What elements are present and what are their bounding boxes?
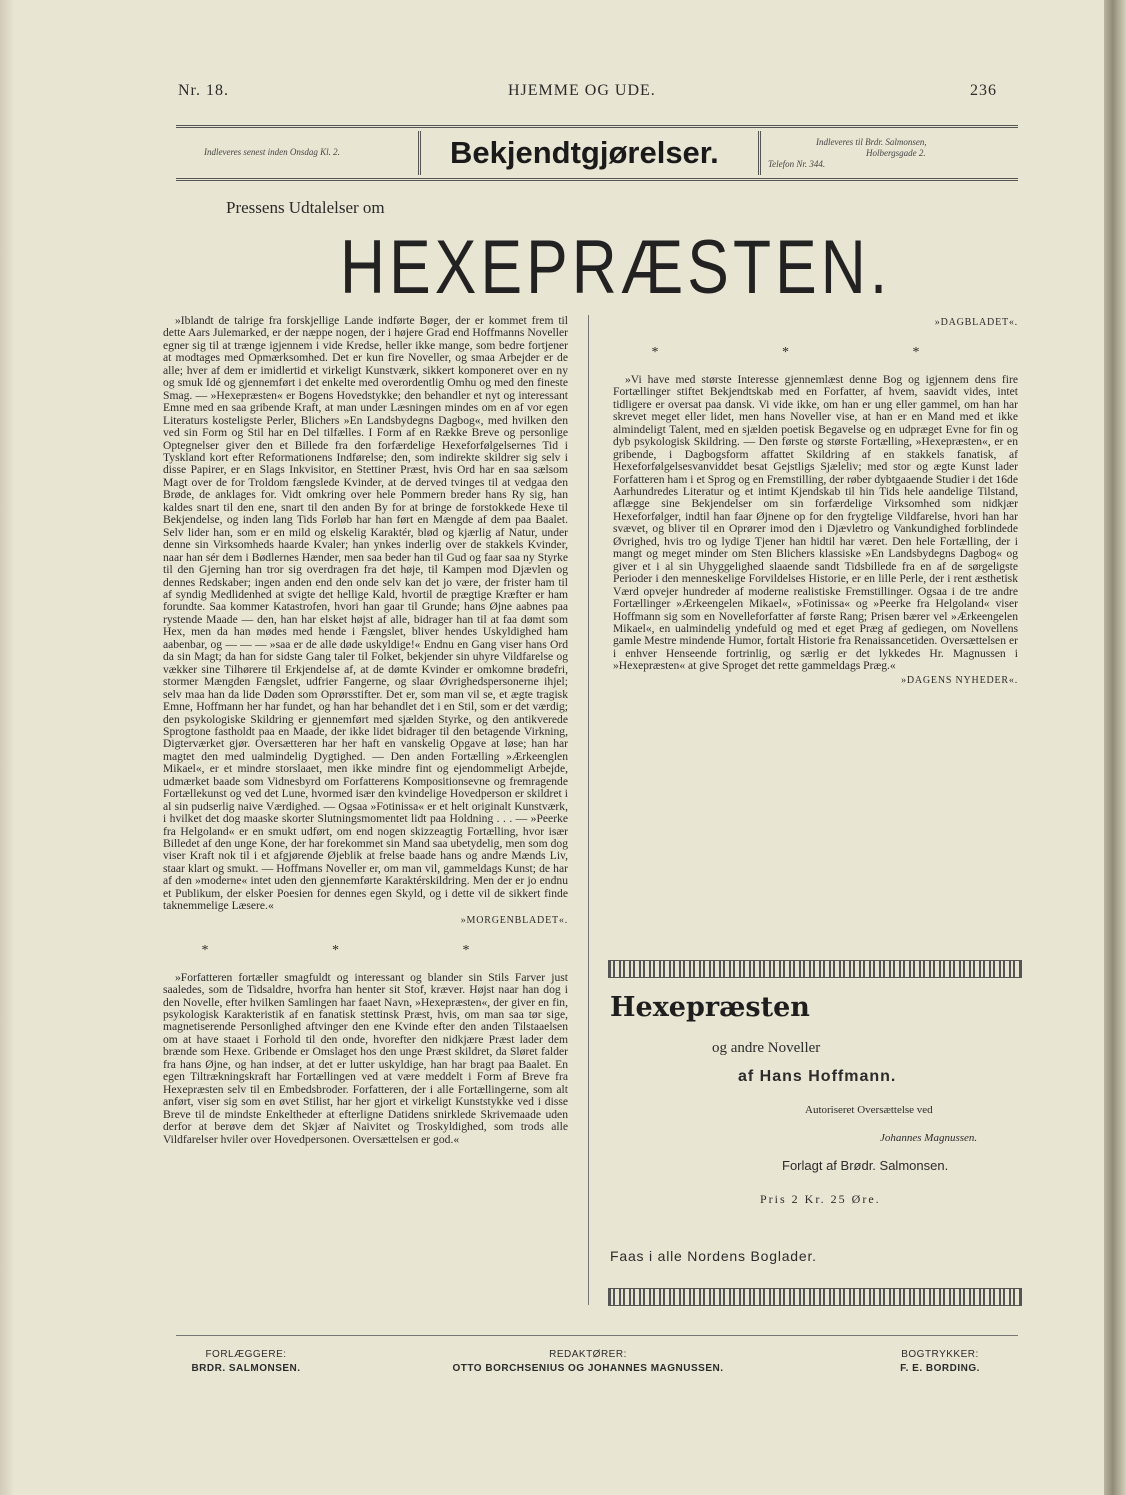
footer-publishers [176,1348,316,1376]
advert-translation: Autoriseret Oversættelse ved [805,1104,933,1116]
telephone: Telefon Nr. 344. [768,159,826,169]
journal-title: HJEMME OG UDE. [508,82,656,99]
delivery-address: Holbergsgade 2. [866,148,926,158]
footer-printer [870,1348,1010,1376]
signature-morgenbladet: »MORGENBLADET«. [460,914,568,926]
box-divider-left [418,131,421,175]
issue-number: Nr. 18. [178,82,229,99]
footer-editors [448,1348,728,1376]
box-divider-right [758,131,761,175]
advert-subtitle: og andre Noveller [712,1040,821,1056]
column-divider [588,315,589,1305]
headline: HEXEPRÆSTEN. [340,225,892,310]
printer-label: BOGTRYKKER: [901,1349,979,1360]
review-dagbladet: »Forfatteren fortæller smagfuldt og interessant og blander sin Stils Farver just saaledes, som de Tidsaldre, hvorfra han henter sit Stof, kræver. Højst naar han dog i den Novelle, efter hvilken Samlingen har faaet Navn, »Hexepræsten«, der giver en fin, psykologisk Karakteristik af en fanatisk stettinsk Præst, hvis, om man saa tør sige, magnetiserende Personlighed aftvinger den ene Kvinde efter den anden Tilstaaelsen om at have staaet i Forhold til den onde, hvorefter den nidkjære Præst lader dem brænde som Hexe. Gribende er Omslaget hos den unge Præst skildret, da Sløret falder fra hans Øjne, og han indser, at det er lutter uskyldige, han har bragt paa Baalet. En egen Tiltrækningskraft har Fortællingen ved at være meddelt i Form af Breve fra Hexepræsten selv til en Embedsbroder. Forfatteren, der i alle Fortællingerne, som alt anført, viser sig som en øvet Stilist, har her gjort et virkeligt Kunststykke ved i disse Breve til de mindste Enkeltheder at efterligne Datidens snirklede Skrivemaade uden derfor at berøve dem det Skjær af Naivitet og Troskyldighed, som trods alle Vildfarelser hviler over Hovedpersonen. Oversættelsen er god.« [163,970,568,1146]
right-column [613,315,1018,687]
advert-publisher: Forlagt af Brødr. Salmonsen. [782,1158,949,1173]
delivery-note: Indleveres til Brdr. Salmonsen, [816,137,927,147]
ornament-border-top [608,960,1022,978]
advert-translator: Johannes Magnussen. [880,1132,978,1144]
signature-dagbladet: »DAGBLADET«. [934,317,1018,328]
page-number: 236 [970,82,997,99]
advert-author: af Hans Hoffmann. [738,1068,897,1085]
printer-name: F. E. BORDING. [900,1363,980,1374]
footer-rule [176,1335,1018,1336]
book-binding [1104,0,1126,1495]
publishers-name: BRDR. SALMONSEN. [191,1363,301,1374]
notice-box [176,125,1018,181]
notices-title: Bekjendtgjørelser. [450,135,719,170]
advert-availability: Faas i alle Nordens Boglader. [610,1248,817,1264]
intro-line: Pressens Udtalelser om [226,198,385,217]
left-column [163,315,568,1146]
advert-price: Pris 2 Kr. 25 Øre. [760,1192,881,1206]
page-left-edge [0,0,14,1495]
ornament-border-bottom [608,1288,1022,1306]
separator-stars: * * * [201,943,530,959]
publishers-label: FORLÆGGERE: [205,1349,287,1360]
editors-names: OTTO BORCHSENIUS OG JOHANNES MAGNUSSEN. [452,1363,724,1374]
advert-title: Hexepræsten [610,992,810,1023]
deadline-note: Indleveres senest inden Onsdag Kl. 2. [204,147,340,157]
editors-label: REDAKTØRER: [549,1349,627,1360]
review-dagens-nyheder: »Vi have med største Interesse gjennemlæst denne Bog og igjennem dens fire Fortællinger stiftet Bekjendtskab med en Forfatter, af hvem, saavidt vides, intet tidligere er oversat paa dansk. Vi vide ikke, om han er ung eller gammel, om han har skrevet meget eller lidet, men hans Noveller vise, at han er en Mand med et ikke almindeligt Talent, med en sjælden poetisk Begavelse og en udpræget Evne for fin og dyb psykologisk Skildring. — Den første og største Fortælling, »Hexepræsten«, er en gribende, i Dagbogsform affattet Skildring af en stakkels fanatisk, af Hexeforfølgelsesvanviddet besat Gejstligs Sjæleliv; med stor og ægte Kunst lader Forfatteren ham i et Sprog og en Fremstilling, der røber dybtgaaende Studier i det 16de Aarhundredes Literatur og et intimt Kjendskab til hin Tids hele aandelige Tilstand, aflægge sine Bekjendelser om sin forfærdelige Virksomhed som nidkjær Hexeforfølger, indtil han faar Øjnene op for den frygtelige Vildfarelse, hvori han har svævet, og bliver til en Oprører imod den i Djævletro og Vankundighed forblindede Øvrighed, hvis tro og lydige Tjener han hidtil har været. Den hele Fortælling, der i mangt og meget minder om Sten Blichers klassiske »En Landsbydegns Dagbog« og giver et i al sin Uhyggelighed slaaende sandt Tidsbillede fra en af de sørgeligste Perioder i den menneskelige Forvildelses Historie, er en lille Perle, der i rent æsthetisk Værd opvejer hundreder af moderne realistiske Fremstillinger. Ogsaa i de tre andre Fortællinger »Ærkeengelen Mikael«, »Fotinissa« og »Peerke fra Helgoland« viser Hoffmann sig som en Novelleforfatter af første Rang; Prisen bærer vel »Ærkeengelen Mikael«, en ualmindelig yndefuld og med et eget Præg af gediegen, om Novellens gamle Mestre mindende Humor, fortalt Historie fra Renaissancetiden. Oversættelsen er i enhver Henseende fortrinlig, og særlig er det lykkedes Hr. Magnussen i »Hexepræsten« at give Sproget det rette gammeldags Præg.« [613,372,1018,673]
signature-dagens-nyheder: »DAGENS NYHEDER«. [901,674,1018,686]
separator-stars-2: * * * [651,345,980,361]
review-morgenbladet: »Iblandt de talrige fra forskjellige Lande indførte Bøger, der er kommet frem til dette Aars Julemarked, er der næppe nogen, der i højere Grad end Hoffmanns Noveller egner sig til at trænge igjennem i vide Kredse, heller ikke mange, som bedre fortjener at modtages med Opmærksomhed. Det er kun fire Noveller, og smaa Arbejder er de alle; hver af dem er imidlertid et virkeligt Kunstværk, sikkert komponeret over en ny og smuk Idé og gjennemført i det enkelte med overordentlig Omhu og med den fineste Smag. — »Hexepræsten« er Bogens Hovedstykke; den behandler et nyt og interessant Emne med en saa gribende Kraft, at man under Læsningen mindes om en af vor egen Literaturs kosteligste Perler, Blichers »En Landsbydegns Dagbog«, med hvilken den ved sin Form og Stil har en Del tilfælles. I Form af en Række Breve og personlige Optegnelser giver den et Billede fra den forfærdelige Hexeforfølgelsernes Tid i Tyskland kort efter Reformationens Indførelse; den, som indirekte skildrer sig selv i disse Papirer, er en Slags Inkvisitor, en Stettiner Præst, hvis Ord har en saa sælsom Magt over de for Troldom fængslede Kvinder, at de derved tvinges til at vedgaa den Brøde, de anklages for. Vidt omkring over hele Pommern breder hans Ry sig, han kaldes snart til den ene, snart til den anden By for at bringe de forstokkede Hexe til Bekjendelse, og inden lang Tids Forløb har han ført en Mængde af dem paa Baalet. Selv lider han, som er en mild og elskelig Karaktér, blød og kjærlig af Natur, under denne sin Virksomheds haarde Kvaler; han ynkes inderlig over de stakkels Kvinder, naar han sér dem i Bødlernes Hænder, men saa beder han til Gud og faar saa ny Styrke til den Gjerning han tror sig overdragen fra det høje, til Kampen mod Djævlen og dennes Redskaber; ingen anden end den onde selv kan det jo være, der frister ham til af syndig Medlidenhed at svigte det hellige Kald, hvortil de prægtige Kræfter er ham forundte. Saa kommer Katastrofen, hvori han gaar til Grunde; hans Øjne aabnes paa rystende Maade — den, han har elsket højst af alle, bidrager han til at faa dømt som Hex, men da han mødes med hende i Fængslet, bliver hendes Uskyldighed ham aabenbar, og — — — »saa er de alle døde uskyldige!« Endnu en Gang viser hans Ord da sin Magt; da han for sidste Gang taler til Folket, bekjender sin uhyre Vildfarelse og vækker sine Tilhørere til Erkjendelse af, at de dømte Kvinder er omkomne brødefri, stormer Mængden Fængslet, udfrier Fangerne, og slaar Øvrighedspersonerne ihjel; selv maa han da lide Døden som Oprørsstifter. Det er, som man vil se, et ægte tragisk Emne, Hoffmann her har fundet, og han har behandlet det i en Stil, som er det værdig; den psykologiske Skildring er gjennemført med sjælden Styrke, og den antikverede Sprogtone fastholdt paa en Maade, der ikke lidet bidrager til den betagende Virkning, Digterværket gjør. Oversætteren har her haft en vanskelig Opgave at løse; han har magtet den med ualmindelig Dygtighed. — Den anden Fortælling »Ærkeenglen Mikael«, er et mindre storslaaet, men ikke mindre fint og ejendommeligt Arbejde, udmærket baade som Vidnesbyrd om Forfatterens Kompositionsevne og fremragende Fortællekunst og ved det Lune, hvormed især den kvindelige Hovedperson er skildret i al sin pudserlig naive Værdighed. — Ogsaa »Fotinissa« er et helt originalt Kunstværk, i hvilket det dog maaske skorter Slutningsmomentet lidt paa Holdning . . . — »Peerke fra Helgoland« er en smukt udført, om end nogen skizzeagtig Fortælling, hvor især Billedet af den unge Kone, der har forekommet sin Mand saa ubetydelig, men som dog viser Kraft nok til i et afgjørende Øjeblik at frelse baade hans og andre Mænds Liv, staar klart og smukt. — Hoffmans Noveller er, om man vil, gammeldags Kunst; de har af den »moderne« intet uden den gjennemførte Karaktérskildring. Men der er jo endnu et Publikum, der elsker Poesien for dennes egen Skyld, og i dette vil de sikkert finde taknemmelige Læsere.« [163,314,568,913]
